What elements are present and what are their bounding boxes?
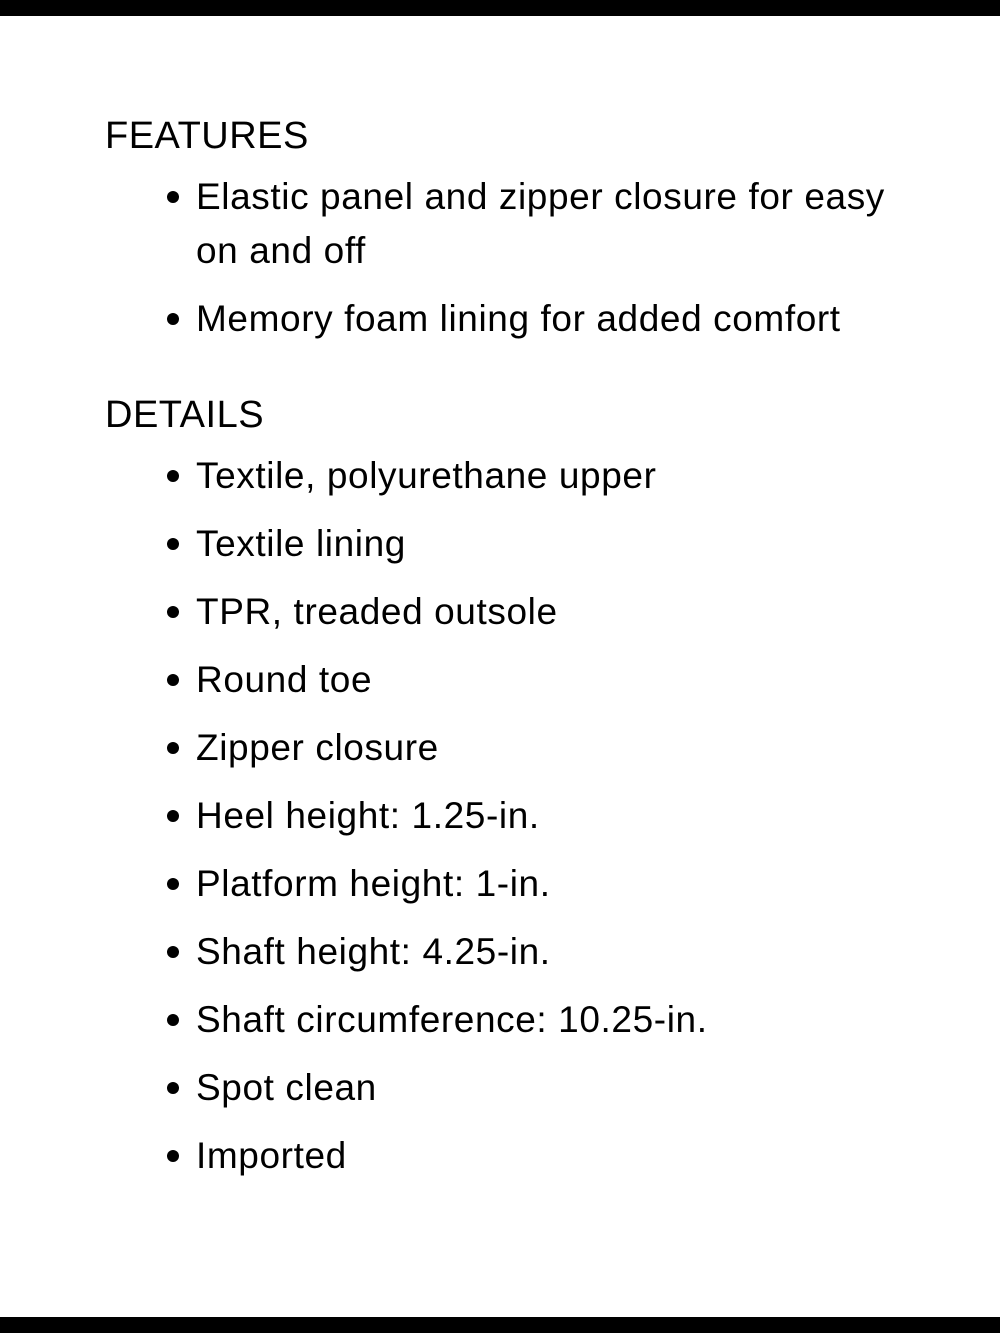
bullet-icon: [167, 946, 179, 958]
detail-item: [105, 1061, 905, 1115]
features-heading: FEATURES: [105, 115, 309, 157]
product-description: [105, 113, 905, 1183]
bullet-icon: [167, 1150, 179, 1162]
top-border-bar: [0, 0, 1000, 16]
bullet-icon: [167, 191, 179, 203]
bullet-icon: [167, 538, 179, 550]
detail-item-text: Textile, polyurethane upper: [196, 455, 657, 496]
bullet-icon: [167, 470, 179, 482]
features-list: [105, 170, 905, 346]
detail-item: [105, 721, 905, 775]
details-heading: DETAILS: [105, 394, 265, 436]
detail-item: [105, 1129, 905, 1183]
detail-item: [105, 857, 905, 911]
detail-item-text: Round toe: [196, 659, 373, 700]
detail-item: [105, 993, 905, 1047]
detail-item-text: Imported: [196, 1135, 347, 1176]
detail-item-text: Platform height: 1-in.: [196, 863, 551, 904]
detail-item-text: Zipper closure: [196, 727, 439, 768]
detail-item: [105, 789, 905, 843]
bullet-icon: [167, 674, 179, 686]
detail-item-text: TPR, treaded outsole: [196, 591, 558, 632]
detail-item-text: Shaft height: 4.25-in.: [196, 931, 551, 972]
feature-item-text: Memory foam lining for added comfort: [196, 298, 841, 339]
detail-item: [105, 517, 905, 571]
bullet-icon: [167, 606, 179, 618]
detail-item: [105, 925, 905, 979]
feature-item: [105, 292, 905, 346]
detail-item: [105, 653, 905, 707]
detail-item: [105, 449, 905, 503]
detail-item-text: Shaft circumference: 10.25-in.: [196, 999, 708, 1040]
feature-item: [105, 170, 905, 278]
bullet-icon: [167, 878, 179, 890]
bullet-icon: [167, 1014, 179, 1026]
detail-item-text: Textile lining: [196, 523, 406, 564]
feature-item-text: Elastic panel and zipper closure for easy on and off: [196, 176, 885, 271]
bullet-icon: [167, 810, 179, 822]
bottom-border-bar: [0, 1317, 1000, 1333]
detail-item-text: Heel height: 1.25-in.: [196, 795, 540, 836]
bullet-icon: [167, 742, 179, 754]
bullet-icon: [167, 1082, 179, 1094]
detail-item-text: Spot clean: [196, 1067, 377, 1108]
detail-item: [105, 585, 905, 639]
details-list: [105, 449, 905, 1183]
bullet-icon: [167, 313, 179, 325]
